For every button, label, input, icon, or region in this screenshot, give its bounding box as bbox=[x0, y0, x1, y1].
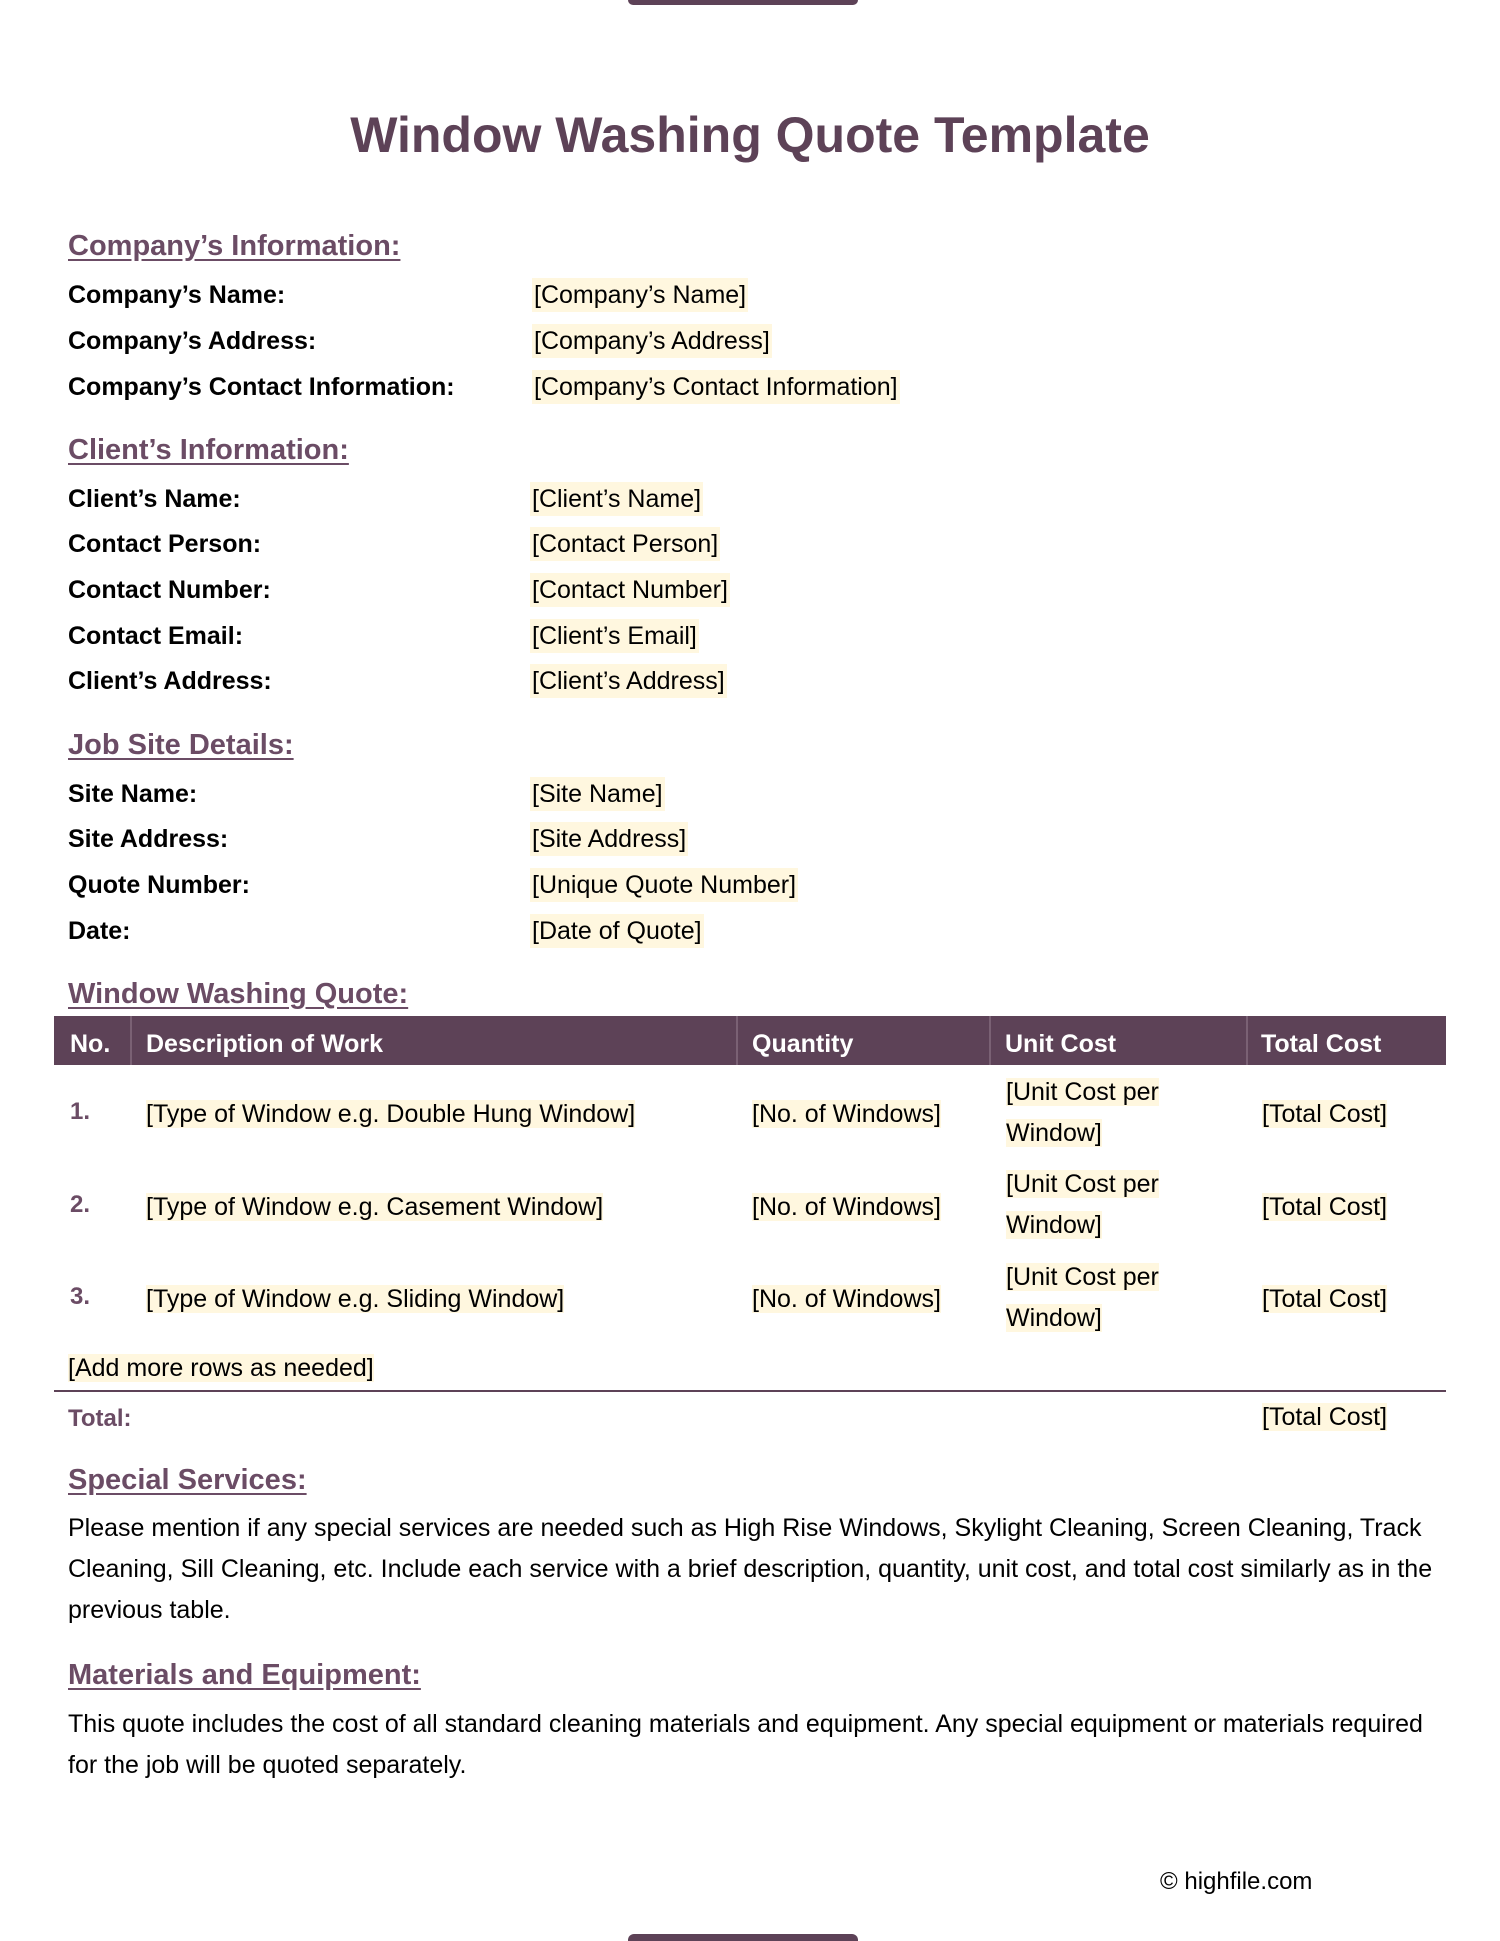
row-number: 3. bbox=[70, 1283, 91, 1310]
company-contact-value[interactable]: [Company’s Contact Information] bbox=[532, 370, 900, 404]
quote-number-label: Quote Number: bbox=[68, 871, 250, 899]
company-address-label: Company’s Address: bbox=[68, 327, 317, 355]
add-rows-note[interactable] bbox=[68, 1351, 374, 1385]
client-name-label: Client’s Name: bbox=[68, 485, 241, 513]
row-description-text: [Type of Window e.g. Double Hung Window] bbox=[146, 1100, 636, 1128]
table-header bbox=[54, 1016, 1446, 1065]
grand-total[interactable] bbox=[1262, 1400, 1387, 1434]
footer-copyright: © highfile.com bbox=[1160, 1868, 1313, 1895]
materials-text: This quote includes the cost of all standard cleaning materials and equipment. Any special equipment or materials required for the job will be quoted separately. bbox=[68, 1710, 1423, 1779]
row-total[interactable] bbox=[1262, 1282, 1387, 1316]
page-title: Window Washing Quote Template bbox=[350, 107, 1150, 163]
header-separator bbox=[736, 1016, 738, 1065]
site-address-label: Site Address: bbox=[68, 825, 229, 853]
special-services-text: Please mention if any special services are needed such as High Rise Windows, Skylight Cleaning, Screen Cleaning, Track Cleaning, Sill Cleaning, etc. Include each service with a brief description, quantity, unit cost, and total cost similarly as in the previous table. bbox=[68, 1514, 1433, 1624]
quote-number-value[interactable]: [Unique Quote Number] bbox=[530, 868, 798, 902]
bottom-tab-decoration bbox=[628, 1934, 858, 1941]
total-label: Total: bbox=[68, 1405, 132, 1432]
row-total-text: [Total Cost] bbox=[1262, 1285, 1388, 1313]
row-total-text: [Total Cost] bbox=[1262, 1193, 1388, 1221]
row-description[interactable] bbox=[146, 1097, 635, 1131]
row-quantity[interactable] bbox=[752, 1097, 941, 1131]
row-unit-cost-line1: [Unit Cost per bbox=[1006, 1170, 1159, 1198]
col-unit-cost: Unit Cost bbox=[1005, 1030, 1117, 1058]
row-quantity[interactable] bbox=[752, 1190, 941, 1224]
row-unit-cost-line2: Window] bbox=[1006, 1119, 1102, 1147]
row-description-text: [Type of Window e.g. Sliding Window] bbox=[146, 1285, 565, 1313]
client-heading: Client’s Information: bbox=[68, 434, 349, 466]
site-name-value[interactable]: [Site Name] bbox=[530, 777, 665, 811]
contact-email-value[interactable]: [Client’s Email] bbox=[530, 619, 699, 653]
row-unit-cost-line2: Window] bbox=[1006, 1211, 1102, 1239]
row-quantity-text: [No. of Windows] bbox=[752, 1285, 941, 1313]
client-name-value[interactable]: [Client’s Name] bbox=[530, 482, 703, 516]
row-unit-cost[interactable] bbox=[1006, 1072, 1206, 1154]
row-quantity-text: [No. of Windows] bbox=[752, 1193, 941, 1221]
row-description[interactable] bbox=[146, 1282, 564, 1316]
row-unit-cost-line2: Window] bbox=[1006, 1304, 1102, 1332]
quote-heading: Window Washing Quote: bbox=[68, 978, 409, 1010]
row-total-text: [Total Cost] bbox=[1262, 1100, 1388, 1128]
row-description-text: [Type of Window e.g. Casement Window] bbox=[146, 1193, 604, 1221]
client-address-label: Client’s Address: bbox=[68, 667, 272, 695]
contact-number-label: Contact Number: bbox=[68, 576, 271, 604]
date-value[interactable]: [Date of Quote] bbox=[530, 914, 704, 948]
top-tab-decoration bbox=[628, 0, 858, 5]
col-no: No. bbox=[70, 1030, 111, 1058]
company-name-value[interactable]: [Company’s Name] bbox=[532, 278, 748, 312]
date-label: Date: bbox=[68, 917, 131, 945]
header-separator bbox=[130, 1016, 132, 1065]
col-description: Description of Work bbox=[146, 1030, 384, 1058]
client-address-value[interactable]: [Client’s Address] bbox=[530, 664, 727, 698]
row-number: 1. bbox=[70, 1098, 91, 1125]
row-number: 2. bbox=[70, 1191, 91, 1218]
company-name-label: Company’s Name: bbox=[68, 281, 286, 309]
col-quantity: Quantity bbox=[752, 1030, 854, 1058]
special-services-heading: Special Services: bbox=[68, 1464, 307, 1496]
add-rows-note-text: [Add more rows as needed] bbox=[68, 1354, 374, 1382]
row-quantity-text: [No. of Windows] bbox=[752, 1100, 941, 1128]
header-separator bbox=[1246, 1016, 1248, 1065]
company-address-value[interactable]: [Company’s Address] bbox=[532, 324, 772, 358]
row-total[interactable] bbox=[1262, 1097, 1387, 1131]
row-total[interactable] bbox=[1262, 1190, 1387, 1224]
row-unit-cost[interactable] bbox=[1006, 1164, 1206, 1246]
site-heading: Job Site Details: bbox=[68, 729, 294, 761]
contact-person-label: Contact Person: bbox=[68, 530, 262, 558]
row-unit-cost[interactable] bbox=[1006, 1257, 1206, 1339]
header-separator bbox=[989, 1016, 991, 1065]
col-total-cost: Total Cost bbox=[1261, 1030, 1382, 1058]
contact-number-value[interactable]: [Contact Number] bbox=[530, 573, 730, 607]
row-unit-cost-line1: [Unit Cost per bbox=[1006, 1078, 1159, 1106]
contact-email-label: Contact Email: bbox=[68, 622, 244, 650]
materials-heading: Materials and Equipment: bbox=[68, 1659, 421, 1691]
company-heading: Company’s Information: bbox=[68, 230, 401, 262]
grand-total-text: [Total Cost] bbox=[1262, 1403, 1388, 1431]
row-unit-cost-line1: [Unit Cost per bbox=[1006, 1263, 1159, 1291]
company-contact-label: Company’s Contact Information: bbox=[68, 373, 455, 401]
contact-person-value[interactable]: [Contact Person] bbox=[530, 527, 720, 561]
total-divider bbox=[54, 1390, 1446, 1392]
row-quantity[interactable] bbox=[752, 1282, 941, 1316]
site-name-label: Site Name: bbox=[68, 780, 198, 808]
site-address-value[interactable]: [Site Address] bbox=[530, 822, 688, 856]
row-description[interactable] bbox=[146, 1190, 603, 1224]
